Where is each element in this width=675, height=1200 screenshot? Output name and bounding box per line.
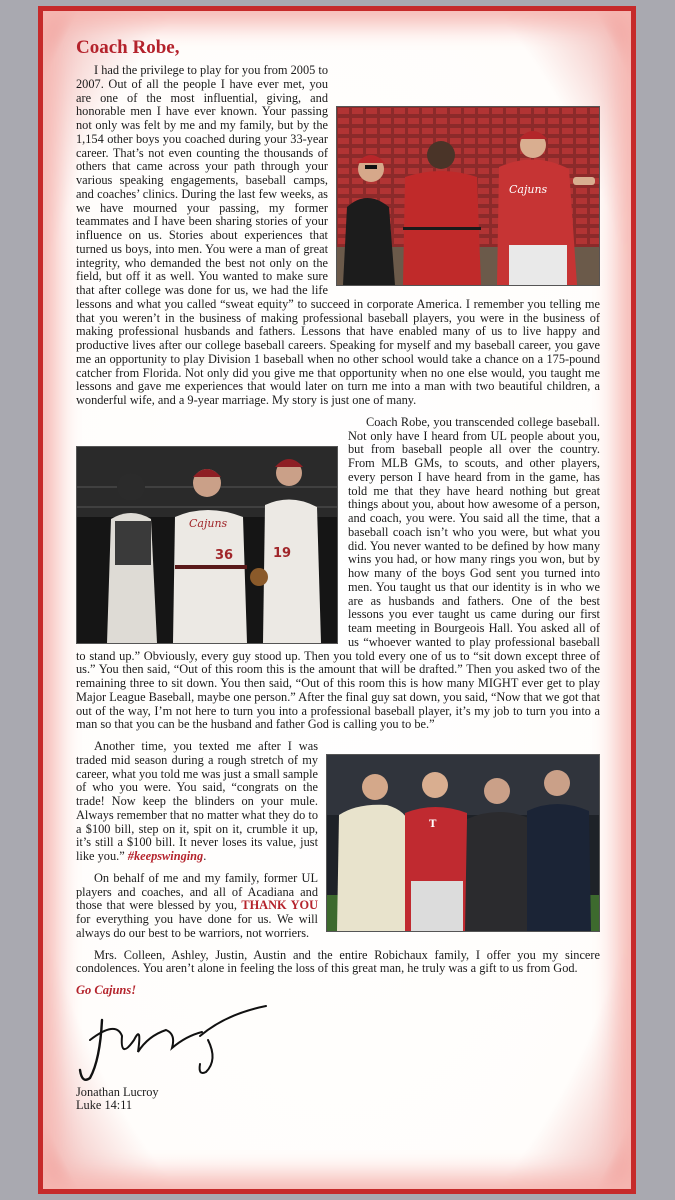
cap-letter: T: [429, 819, 437, 830]
pitcher-jersey-number: 19: [273, 545, 292, 561]
paragraph-2: Coach Robe, you transcended college baseball. Not only have I heard from UL people about you, but from baseball people all over the country. From MLB GMs, to scouts, and other players, every person I have heard from in the game, has told me that they have heard nothing but great things about you, about how awesome of a person, and coach, you were. You said all the time, that a baseball coach isn’t who you were, but what you did. You never wanted to be defined by how many wins you had, or how many rings you won, but by how many of the boys God sent you turned into men. You taught us that our identity is in who we are as husbands and fathers. One of the best lessons you ever taught us came during our first team meeting in Bourgeois Hall. You asked all of us “whoever wanted to play professional baseball to stand up.” Obviously, every guy stood up. Then you told every one of us to “sit down except three of us.” You then said, “Out of this room this is the amount that will be drafted.” Then you asked two of the remaining three to sit down. You then said, “Out of this room this is how many MIGHT ever get to play Major League Baseball, maybe one person.” After the final guy sat down, you said, “Now that we got that out of the way, I’m not here to turn you into a professional baseball player, it’s my job to turn you into a man so that you can be the husband and father God is calling you to be.”: [76, 414, 600, 732]
photo-group-stadium: [326, 754, 600, 932]
signature-image: [76, 1000, 276, 1084]
photo-mound-visit: [76, 446, 338, 644]
closing-go-cajuns: Go Cajuns!: [76, 983, 137, 997]
photo-mound-visit-image: [77, 447, 337, 643]
paragraph-3-text: Another time, you texted me after I was traded mid season during a rough stretch of my career, what you told me was just a small sample of who you were. You said, “congrats on the trade! Now keep the blinders on your mule. Always remember that no matter what they do to a $100 bill, step on it, spit on it, crumble it up, it’s still a $100 bill. It never loses its value, just like you.”: [76, 739, 319, 863]
coach-jersey-number: 36: [215, 547, 234, 563]
hashtag-keepswinging: #keepswinging: [127, 849, 204, 863]
letter-title: Coach Robe,: [76, 37, 180, 58]
thank-you-emphasis: THANK YOU: [241, 898, 318, 913]
paragraph-3: Another time, you texted me after I was traded mid season during a rough stretch of my career, what you told me was just a small sample of who you were. You said, “congrats on the trade! Now keep the blinders on your mule. Always remember that no matter what they do to a $100 bill, step on it, spit on it, crumble it up, it’s still a $100 bill. It never loses its value, just like you.” #keepswinging.: [76, 739, 319, 863]
paragraph-1: I had the privilege to play for you from 2005 to 2007. Out of all the people I have ever met, you are one of the most influential, giving, and honorable men I have ever known. Your passing not only was felt by me and my family, but by the 1,154 other boys you coached during your 33-year career. That’s not even counting the thousands of others that came across your path through your various speaking engagements, baseball camps, and coaches’ clinics. During the last few weeks, as we have mourned your passing, my former teammates and I have been sharing stories of your influence on us. Stories about experiences that turned us boys, into men. You were a man of great integrity, who demanded the best not only on the field, but off it as well. You wanted to make sure that after college was done for us, we had the life lessons and what you called “sweat equity” to succeed in corporate America. I remember you telling me that you weren’t in the business of making professional baseball players, you were in the business of making professional husbands and fathers. Lessons that have enabled many of us to live happy and productive lives after our college baseball careers. Speaking for myself and my baseball career, you gave me an opportunity to play Division 1 baseball when no other school would take a chance on a 175-pound catcher from Florida. Not only did you give me that opportunity when no one else would, you taught me lessons and gave me experiences that would later on turn me into a man with two beautiful children, a wonderful wife, and a 9-year marriage. My story is just one of many.: [76, 63, 600, 407]
photo-coaches-conference-image: [337, 107, 599, 285]
bible-verse: Luke 14:11: [76, 1097, 133, 1112]
jersey-script-text: Cajuns: [509, 183, 548, 196]
signer-name: Jonathan Lucroy: [76, 1084, 159, 1099]
letter-body: [76, 36, 600, 1112]
paragraph-5: Mrs. Colleen, Ashley, Justin, Austin and the entire Robichaux family, I offer you my sincere condolences. You aren’t alone in feeling the loss of this great man, he truly was a gift to us from God.: [76, 947, 600, 976]
photo-coaches-conference: [336, 106, 600, 286]
paragraph-4-text-after: for everything you have done for us. We will always do our best to be warriors, not worriers.: [76, 912, 318, 940]
paragraph-4-text-before: On behalf of me and my family, former UL players and coaches, and all of Acadiana and those that were blessed by you,: [76, 870, 318, 913]
coach-jersey-script: Cajuns: [189, 516, 228, 530]
photo-group-stadium-image: [327, 755, 599, 931]
